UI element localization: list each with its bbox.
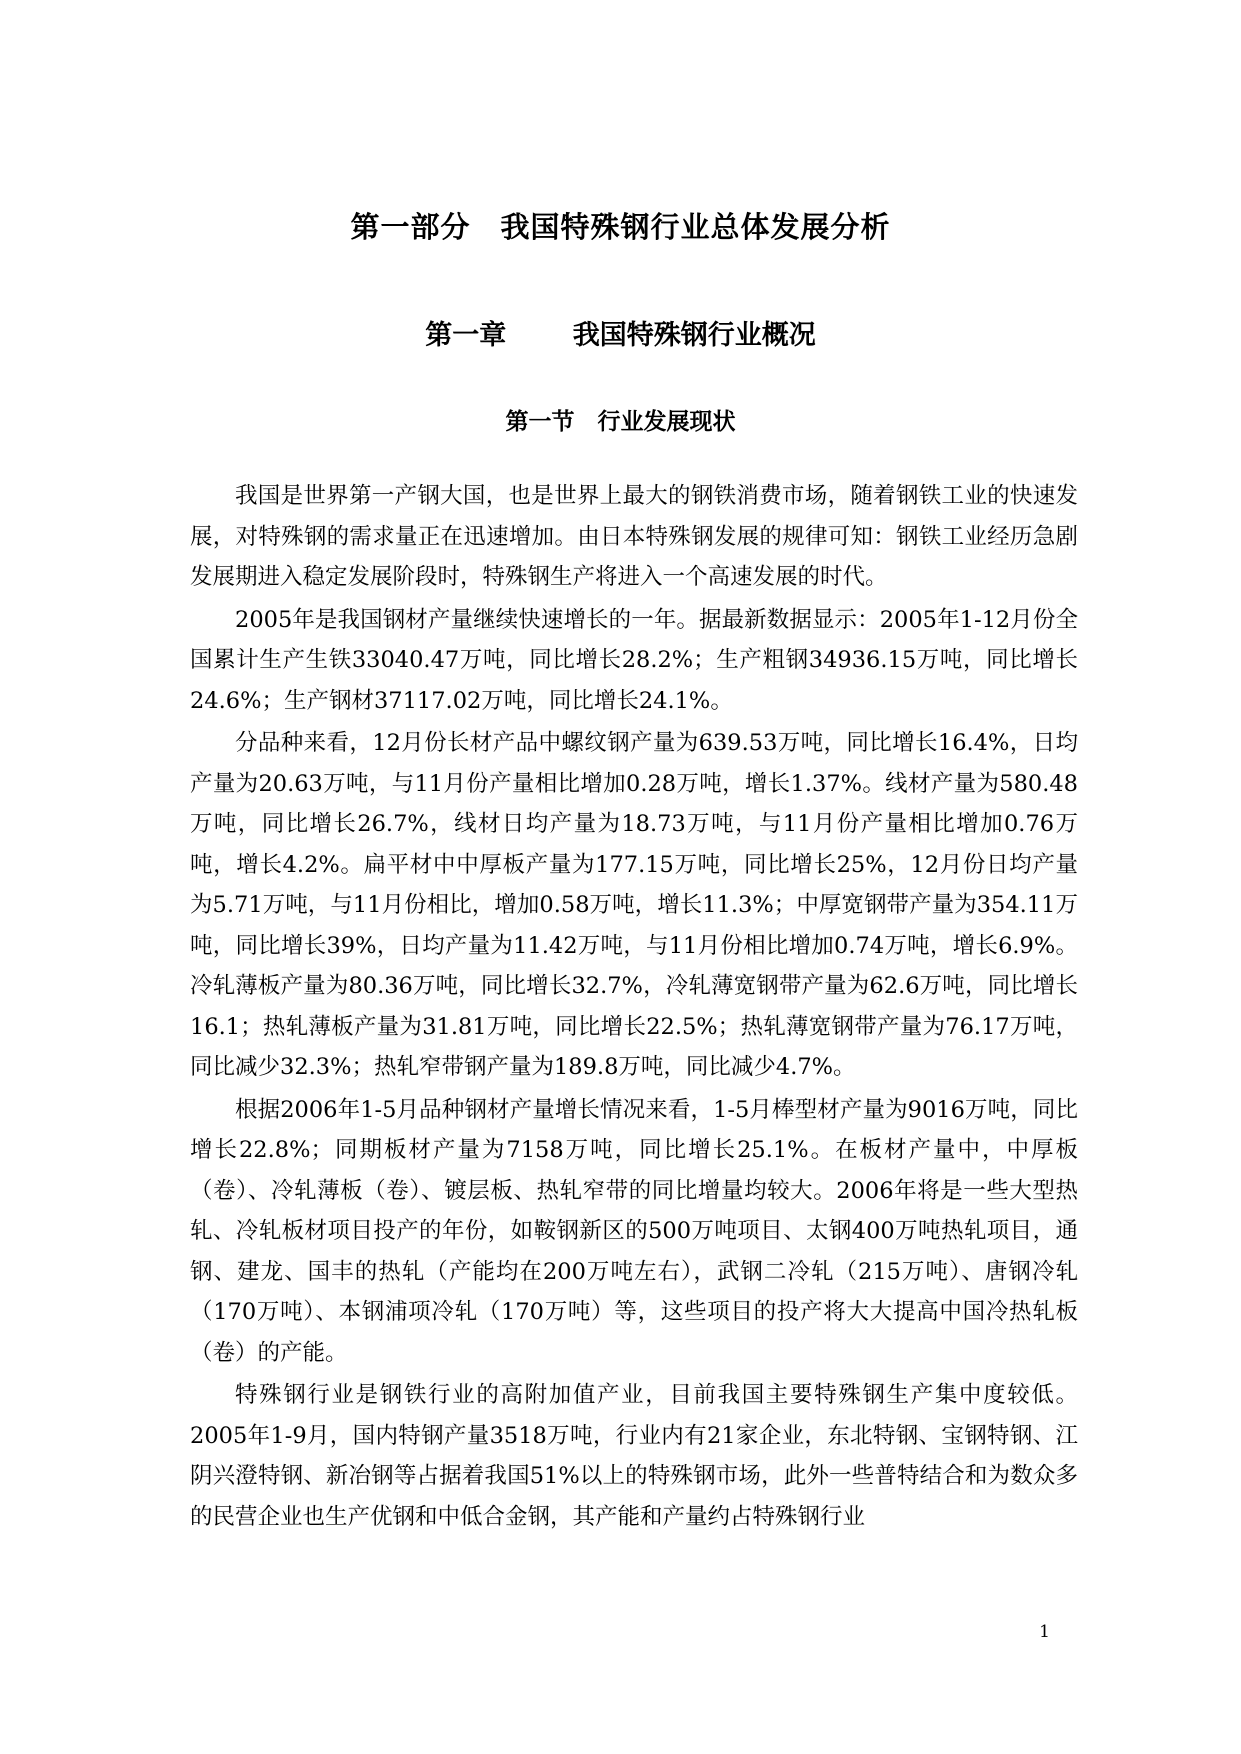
section-title: 第一节 行业发展现状	[505, 408, 736, 435]
paragraph: 根据2006年1-5月品种钢材产量增长情况来看，1-5月棒型材产量为9016万吨，同比增长22.8%；同期板材产量为7158万吨，同比增长25.1%。在板材产量中，中厚板（卷）、冷轧薄板（卷）、镀层板、热轧窄带的同比增量均较大。2006年将是一些大型热轧、冷轧板材项目投产的年份，如鞍钢新区的500万吨项目、太钢400万吨热轧项目，通钢、建龙、国丰的热轧（产能均在200万吨左右），武钢二冷轧（215万吨）、唐钢冷轧（170万吨）、本钢浦项冷轧（170万吨）等，这些项目的投产将大大提高中国冷热轧板（卷）的产能。	[190, 1096, 1078, 1366]
body-text	[190, 476, 1078, 1539]
page-number: 1	[1039, 1622, 1050, 1642]
paragraph: 特殊钢行业是钢铁行业的高附加值产业，目前我国主要特殊钢生产集中度较低。2005年1-9月，国内特钢产量3518万吨，行业内有21家企业，东北特钢、宝钢特钢、江阴兴澄特钢、新冶钢等占据着我国51%以上的特殊钢市场，此外一些普特结合和为数众多的民营企业也生产优钢和中低合金钢，其产能和产量约占特殊钢行业	[190, 1382, 1078, 1530]
paragraph: 我国是世界第一产钢大国，也是世界上最大的钢铁消费市场，随着钢铁工业的快速发展，对特殊钢的需求量正在迅速增加。由日本特殊钢发展的规律可知：钢铁工业经历急剧发展期进入稳定发展阶段时，特殊钢生产将进入一个高速发展的时代。	[190, 483, 1078, 590]
chapter-title: 第一章 我国特殊钢行业概况	[425, 320, 816, 351]
paragraph: 分品种来看，12月份长材产品中螺纹钢产量为639.53万吨，同比增长16.4%，日均产量为20.63万吨，与11月份产量相比增加0.28万吨，增长1.37%。线材产量为580.48万吨，同比增长26.7%，线材日均产量为18.73万吨，与11月份产量相比增加0.76万吨，增长4.2%。扁平材中中厚板产量为177.15万吨，同比增长25%，12月份日均产量为5.71万吨，与11月份相比，增加0.58万吨，增长11.3%；中厚宽钢带产量为354.11万吨，同比增长39%，日均产量为11.42万吨，与11月份相比增加0.74万吨，增长6.9%。冷轧薄板产量为80.36万吨，同比增长32.7%，冷轧薄宽钢带产量为62.6万吨，同比增长16.1；热轧薄板产量为31.81万吨，同比增长22.5%；热轧薄宽钢带产量为76.17万吨，同比减少32.3%；热轧窄带钢产量为189.8万吨，同比减少4.7%。	[190, 730, 1078, 1080]
part-title: 第一部分 我国特殊钢行业总体发展分析	[350, 210, 891, 244]
paragraph: 2005年是我国钢材产量继续快速增长的一年。据最新数据显示：2005年1-12月份全国累计生产生铁33040.47万吨，同比增长28.2%；生产粗钢34936.15万吨，同比增长24.6%；生产钢材37117.02万吨，同比增长24.1%。	[190, 606, 1078, 714]
